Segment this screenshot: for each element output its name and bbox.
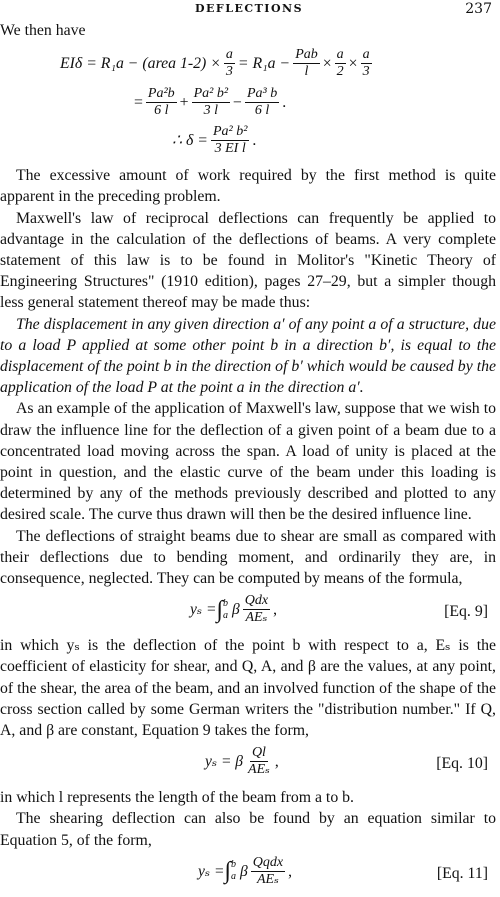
equation-9 — [0, 589, 496, 635]
paragraph-2: Maxwell's law of reciprocal deflections can frequently be applied to advantage in the calculation of the deflections of beams. A very complete statement of this law is to be found in Molitor's "Kinetic Theory of Engineering Structures" (1910 edition), pages 27–29, but a simpler though less general statement thereof may be made thus: — [0, 209, 496, 312]
fraction: $\frac{\text{Pa² b²}}{\text{3 EI l}}$ — [212, 123, 248, 156]
fraction: $\frac{Ql}{\text{AEₛ}}$ — [248, 745, 270, 778]
fraction: $\frac{\text{Qqdx}}{\text{AEₛ}}$ — [252, 854, 284, 887]
fraction: $\frac{\text{Pa³ b}}{6 l}$ — [246, 85, 278, 118]
integral-limits: b a — [231, 859, 237, 883]
fraction: $\frac{\text{Qdx}}{\text{AEₛ}}$ — [244, 593, 269, 626]
period: . — [252, 131, 257, 149]
fraction: $\frac{\text{Pa²b}}{6 l}$ — [147, 85, 175, 118]
page-body — [0, 20, 496, 897]
beta-symbol: β — [232, 601, 240, 619]
equation-10-tag: [Eq. 10] — [436, 755, 488, 773]
eq-l1-lhs: EIδ = R₁a − (area 1-2) × — [60, 54, 221, 72]
eq10-lhs: yₛ = β — [205, 753, 244, 771]
paragraph-4: As an example of the application of Maxwell's law, suppose that we wish to draw the influence line for the deflection of a given point of a beam due to a concentrated load moving across the span. A load of unity is placed at the point in question, and the elastic curve of the beam under this loading is determined by any of the methods previously described and plotted to any desired scale. The curve thus drawn will then be the desired influence line. — [0, 400, 496, 524]
eq-l3-lhs: ∴ δ = — [172, 131, 208, 149]
eq11-lhs: yₛ = — [198, 862, 225, 880]
period: . — [282, 93, 287, 111]
equation-9-tag: [Eq. 9] — [444, 603, 488, 621]
comma: , — [288, 862, 292, 880]
integral-sign: ∫ — [224, 858, 232, 885]
intro-line: We then have — [0, 22, 86, 39]
times-sign: × — [322, 54, 332, 72]
paragraph-1: The excessive amount of work required by the first method is quite apparent in the preceding problem. — [0, 167, 496, 206]
paragraph-7: in which l represents the length of the beam from a to b. — [0, 789, 355, 807]
comma: , — [274, 753, 279, 771]
header-title: DEFLECTIONS — [195, 2, 304, 15]
derivation-line-2 — [60, 83, 496, 121]
fraction: $\frac{a}{3}$ — [225, 46, 233, 79]
page-number: 237 — [465, 1, 492, 17]
running-header — [0, 0, 500, 22]
paragraph-5: The deflections of straight beams due to shear are small as compared with their deflections due to bending moment, and ordinarily they are, in consequence, neglected. They can be computed by means of the formula, — [0, 527, 496, 588]
fraction: $\frac{a}{3}$ — [362, 46, 370, 79]
paragraph-6: in which yₛ is the deflection of the point b with respect to a, Eₛ is the coefficient of elasticity for shear, and Q, A, and β are the values, at any point, of the shear, the area of the beam, and an involved function of the shape of the cross section called by some German writers the "distribution number." If Q, A, and β are constant, Equation 9 takes the form, — [0, 637, 496, 740]
plus-sign: + — [179, 93, 189, 111]
equals-sign: = — [134, 93, 143, 111]
times-sign: × — [348, 54, 358, 72]
paragraph-8: The shearing deflection can also be found by an equation similar to Equation 5, of the form, — [0, 810, 496, 849]
derivation-block — [60, 43, 496, 159]
fraction: $\frac{\text{Pab}}{l}$ — [295, 46, 318, 79]
integral-limits: b a — [223, 597, 229, 621]
beta-symbol: β — [240, 862, 248, 880]
eq9-lhs: yₛ = — [190, 601, 217, 619]
equation-9-expression — [190, 593, 277, 626]
fraction: $\frac{a}{2}$ — [336, 46, 344, 79]
minus-sign: − — [233, 93, 242, 111]
equation-10-expression — [205, 745, 279, 778]
comma: , — [273, 601, 277, 619]
equation-11-expression — [198, 855, 292, 888]
equation-11-tag: [Eq. 11] — [436, 864, 488, 882]
fraction: $\frac{\text{Pa² b²}}{3 l}$ — [193, 85, 229, 118]
eq-l1-mid: = R₁a − — [237, 54, 291, 72]
maxwell-law-statement: The displacement in any given direction a′ of any point a of a structure, due to a load P applied at some other point b in a direction b′, is equal to the displacement of the point b in the direction of b′ which would be caused by the application of the load P at the point a in the direction a′. — [0, 315, 496, 397]
integral-sign: ∫ — [216, 596, 224, 623]
derivation-line-3 — [60, 121, 496, 159]
equation-10 — [0, 741, 496, 787]
derivation-line-1 — [60, 43, 496, 83]
